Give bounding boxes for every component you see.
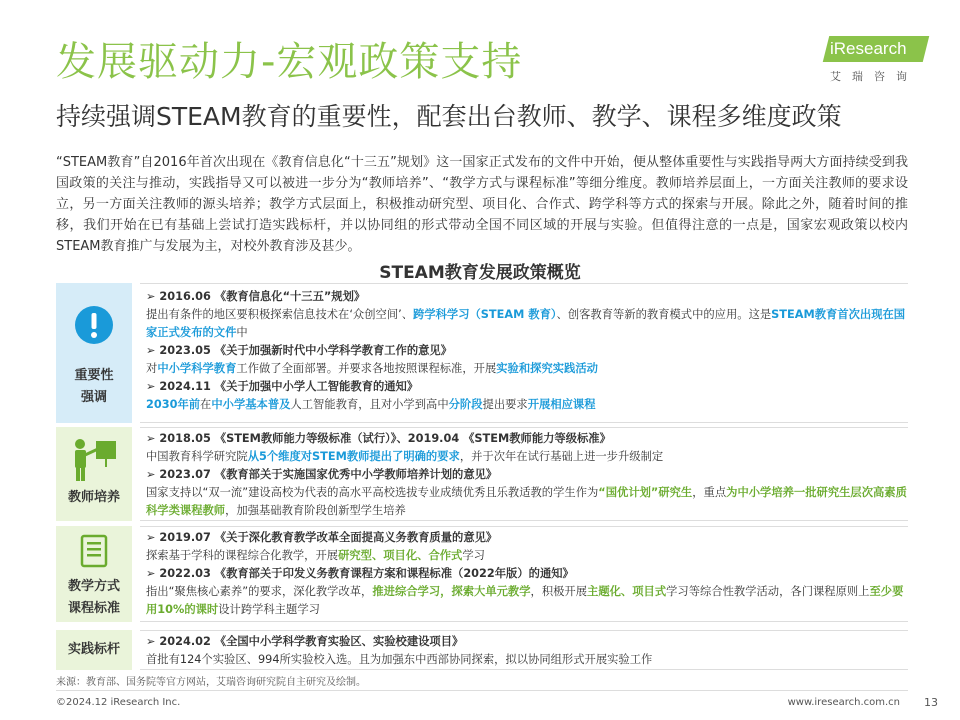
section-practice-benchmark xyxy=(56,630,908,670)
section-content xyxy=(140,630,908,670)
page-subtitle: 持续强调STEAM教育的重要性，配套出台教师、教学、课程多维度政策 xyxy=(56,102,842,131)
footer-copyright: ©2024.12 iResearch Inc. xyxy=(56,697,181,708)
policy-detail: 国家支持以“双一流”建设高校为代表的高水平高校选拔专业成绩优秀且乐教适教的学生作为“国优计划”研究生，重点为中小学培养一批研究生层次高素质科学类课程教师，加强基础教育阶段创新型学生培养 xyxy=(146,486,907,517)
section-label xyxy=(56,283,132,423)
page-number: 13 xyxy=(924,696,938,709)
section-teaching-methods xyxy=(56,526,908,622)
section-label xyxy=(56,427,132,521)
intro-paragraph: “STEAM教育”自2016年首次出现在《教育信息化“十三五”规划》这一国家正式发布的文件中开始，便从整体重要性与实践指导两大方面持续受到我国政策的关注与推动，实践指导又可以被进一步分为“教师培养”、“教学方式与课程标准”等细分维度。教师培养层面上，一方面关注教师的要求设立，另一方面关注教师的源头培养；教学方式层面上，积极推动研究型、项目化、合作式、跨学科等方式的探索与开展。除此之外，随着时间的推移，我们开始在已有基础上尝试打造实践标杆，并以协同组的形式带动全国不同区域的开展与实验。但值得注意的一点是，国家宏观政策以校内STEAM教育推广与发展为主，对校外教育涉及甚少。 xyxy=(56,155,908,254)
label-line-1: 教学方式 xyxy=(67,579,120,594)
label-line-1: 重要性 xyxy=(74,368,114,383)
policy-heading: ➢ 2024.02 《全国中小学科学教育实验区、实验校建设项目》 xyxy=(146,635,464,648)
policy-heading: ➢ 2023.05 《关于加强新时代中小学科学教育工作的意见》 xyxy=(146,344,453,357)
section-content xyxy=(140,526,908,622)
page-title: 发展驱动力-宏观政策支持 xyxy=(56,39,523,85)
policy-detail: 对中小学科学教育工作做了全面部署。并要求各地按照课程标准，开展实验和探究实践活动 xyxy=(146,362,598,375)
section-content xyxy=(140,283,908,423)
policy-heading: ➢ 2018.05 《STEM教师能力等级标准（试行）》、2019.04 《STEM教师能力等级标准》 xyxy=(146,432,611,445)
iresearch-logo: iResearch 艾瑞咨询 xyxy=(820,32,932,88)
document-icon xyxy=(80,534,108,568)
footer-divider xyxy=(56,690,908,691)
policy-heading: ➢ 2019.07 《关于深化教育教学改革全面提高义务教育质量的意见》 xyxy=(146,531,498,544)
source-note: 来源：教育部、国务院等官方网站，艾瑞咨询研究院自主研究及绘制。 xyxy=(56,677,366,688)
table-title: STEAM教育发展政策概览 xyxy=(379,263,581,283)
policy-detail: 提出有条件的地区要积极探索信息技术在‘众创空间’、跨学科学习（STEAM 教育）、创客教育等新的教育模式中的应用。这是STEAM教育首次出现在国家正式发布的文件中 xyxy=(146,308,906,339)
label-line-1: 实践标杆 xyxy=(67,642,120,657)
teacher-icon xyxy=(70,437,118,483)
label-line-1: 教师培养 xyxy=(67,490,120,505)
policy-heading: ➢ 2022.03 《教育部关于印发义务教育课程方案和课程标准（2022年版）的通知》 xyxy=(146,567,574,580)
policy-detail: 指出“聚焦核心素养”的要求，深化教学改革，推进综合学习，探索大单元教学，积极开展主题化、项目式学习等综合性教学活动，各门课程原则上至少要用10%的课时设计跨学科主题学习 xyxy=(146,585,904,616)
policy-heading: ➢ 2023.07 《教育部关于实施国家优秀中小学教师培养计划的意见》 xyxy=(146,468,498,481)
policy-detail: 2030年前在中小学基本普及人工智能教育，且对小学到高中分阶段提出要求开展相应课程 xyxy=(146,398,596,411)
exclamation-icon xyxy=(74,305,114,345)
section-label xyxy=(56,630,132,670)
policy-detail: 中国教育科学研究院从5个维度对STEM教师提出了明确的要求，并于次年在试行基础上进一步升级制定 xyxy=(146,450,664,463)
section-label xyxy=(56,526,132,622)
policy-detail: 首批有124个实验区、994所实验校入选。且为加强东中西部协同探索，拟以协同组形式开展实验工作 xyxy=(146,653,653,666)
section-importance xyxy=(56,283,908,423)
section-content xyxy=(140,427,908,521)
label-line-2: 课程标准 xyxy=(67,601,120,616)
label-line-2: 强调 xyxy=(80,390,107,405)
policy-heading: ➢ 2016.06 《教育信息化“十三五”规划》 xyxy=(146,290,366,303)
footer-website[interactable]: www.iresearch.com.cn xyxy=(787,697,900,708)
section-teacher-training xyxy=(56,427,908,521)
policy-heading: ➢ 2024.11 《关于加强中小学人工智能教育的通知》 xyxy=(146,380,419,393)
policy-detail: 探索基于学科的课程综合化教学，开展研究型、项目化、合作式学习 xyxy=(146,549,485,562)
